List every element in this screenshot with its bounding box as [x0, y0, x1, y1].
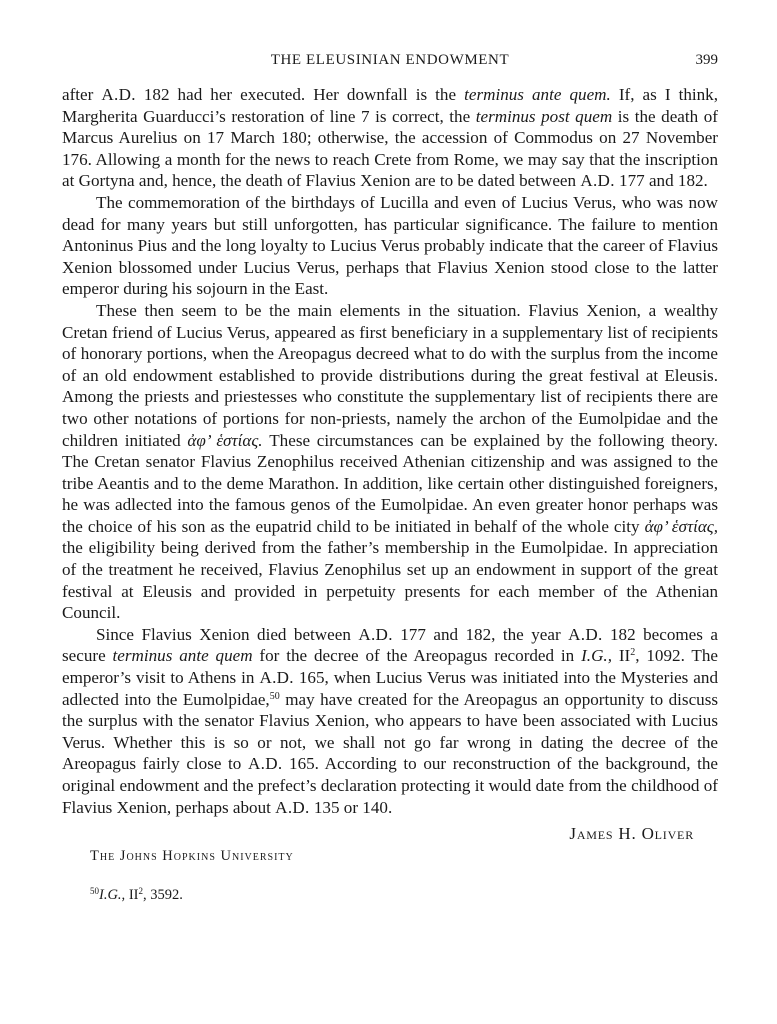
- text-run: the eligibility being derived from the father’s membership in the Eumolpidae. In appreciation of the treatment he received, Flavius Zenophilus set up an endowment in support of the great festival at Eleusis and provided in perpetuity presents for each member of the Athenian Council.: [62, 538, 718, 623]
- italic-term: terminus ante quem.: [464, 85, 611, 104]
- text-run: 177 and 182, the year: [392, 624, 569, 644]
- author-signature: James H. Oliver: [569, 824, 694, 844]
- era-abbrev: A.D.: [358, 624, 393, 644]
- text-run: If, as I think, Margherita Guarducci’s restoration of line 7 is correct, the: [62, 85, 718, 126]
- paragraph-1: [62, 84, 718, 192]
- text-run: These then seem to be the main elements in the situation. Flavius Xenion, a wealthy Cretan friend of Lucius Verus, appeared as first beneficiary in a supplementary list of recipients of honorary portions, when the Areopagus decreed what to do with the surplus from the income of an old endowment established to provide distributions during the great festival at Eleusis. Among the priests and priestesses who constitute the supplementary list of recipients there are two other notations of portions for non-priests, namely the archon of the Eumolpidae and the children initiated: [62, 300, 718, 450]
- paragraph-4: [62, 624, 718, 818]
- text-run: II: [611, 646, 631, 666]
- text-run: II: [125, 887, 139, 904]
- text-run: 135 or 140.: [309, 797, 393, 817]
- paragraph-2: [62, 192, 718, 300]
- text-run: 182 had her executed. Her downfall is the: [135, 85, 465, 104]
- era-abbrev: A.D.: [275, 797, 310, 817]
- text-run: for the decree of the Areopagus recorded in: [252, 646, 582, 666]
- italic-term: terminus post quem: [475, 106, 613, 126]
- text-run: The commemoration of the birthdays of Lucilla and even of Lucius Verus, who was now dead for many years but still unforgotten, has particular significance. The failure to mention Antoninus Pius and the long loyalty to Lucius Verus probably indicate that the career of Flavius Xenion blossomed under Lucius Verus, perhaps that Flavius Xenion stood close to the latter emperor during his sojourn in the East.: [62, 192, 718, 299]
- era-abbrev: A.D.: [580, 171, 615, 191]
- paragraph-3: [62, 300, 718, 624]
- body-text: [62, 84, 718, 818]
- text-run: Since Flavius Xenion died between: [96, 624, 359, 644]
- text-run: 165. According to our reconstruction of the background, the original endowment and the prefect’s declaration protecting it would date from the childhood of Flavius Xenion, perhaps about: [62, 754, 718, 817]
- text-run: , 3592.: [142, 887, 183, 904]
- superscript: 2: [138, 886, 143, 897]
- page-number: 399: [695, 52, 718, 68]
- running-title: THE ELEUSINIAN ENDOWMENT: [270, 52, 510, 68]
- superscript: 2: [630, 647, 636, 659]
- era-abbrev: A.D.: [247, 754, 283, 774]
- era-abbrev: A.D.: [101, 85, 136, 104]
- running-head: [62, 50, 718, 76]
- era-abbrev: A.D.: [568, 624, 603, 644]
- italic-term: terminus ante quem: [112, 646, 253, 666]
- greek-phrase: ἀφ’ ἑστίας,: [644, 516, 718, 536]
- greek-phrase: ἀφ’ ἑστίας.: [187, 430, 263, 450]
- text-run: may have created for the Areopagus an opportunity to discuss the surplus with the senator Flavius Xenion, who appears to have been associated with Lucius Verus. Whether this is so or not, we shall not go far wrong in dating the decree of the Areopagus fairly close to: [62, 689, 719, 774]
- footnote-number: 50: [90, 886, 99, 897]
- page: [62, 50, 718, 904]
- text-run: These circumstances can be explained by the following theory. The Cretan senator Flavius Zenophilus received Athenian citizenship and was assigned to the tribe Aeantis and to the deme Marathon. In addition, like certain other distinguished foreigners, he was adlected into the famous genos of the Eumolpidae. An even greater honor perhaps was the choice of his son as the eupatrid child to be initiated in behalf of the whole city: [62, 430, 718, 536]
- author-affiliation: The Johns Hopkins University: [90, 848, 294, 865]
- text-run: 182 becomes a secure: [62, 624, 718, 666]
- era-abbrev: A.D.: [259, 668, 294, 688]
- text-run: 165, when Lucius Verus was initiated into the Mysteries and adlected into the Eumolpidae,: [62, 668, 718, 709]
- italic-citation: I.G.,: [581, 646, 612, 666]
- text-run: , 1092. The emperor’s visit to Athens in: [62, 646, 718, 688]
- footnote: [62, 887, 718, 904]
- footnote-reference: 50: [269, 690, 280, 702]
- text-run: is the death of Marcus Aurelius on 17 March 180; otherwise, the accession of Commodus on 27 November 176. Allowing a month for the news to reach Crete from Rome, we may say that the inscription at Gortyna and, hence, the death of Flavius Xenion are to be dated between: [62, 106, 718, 191]
- text-run: 177 and 182.: [614, 171, 708, 191]
- italic-citation: I.G.,: [99, 887, 126, 904]
- text-run: after: [62, 85, 102, 104]
